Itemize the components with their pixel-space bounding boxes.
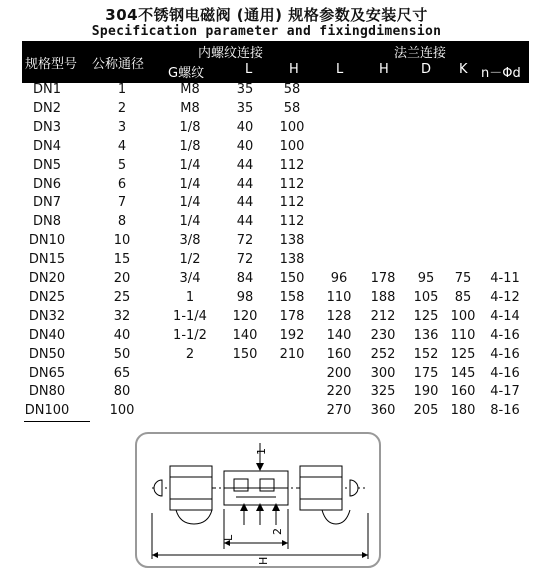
port-label-1: 1 bbox=[255, 448, 268, 455]
cell-g-thread: 2 bbox=[185, 346, 195, 362]
cell-flange-K: 75 bbox=[454, 271, 472, 286]
table-row bbox=[0, 347, 533, 366]
cell-model: DN2 bbox=[32, 100, 62, 116]
cell-flange-L: 200 bbox=[326, 365, 352, 381]
cell-flange-K: 110 bbox=[450, 327, 476, 343]
header-col-flange-K: K bbox=[459, 62, 468, 77]
cell-threaded-L: 72 bbox=[236, 233, 254, 249]
table-row bbox=[0, 101, 533, 120]
cell-flange-holes: 4-16 bbox=[490, 327, 520, 343]
header-flange-group: 法兰连接 bbox=[394, 46, 447, 61]
left-cap bbox=[154, 480, 162, 496]
cell-flange-K: 100 bbox=[450, 308, 476, 324]
right-cap bbox=[350, 480, 358, 496]
cell-nominal: 32 bbox=[113, 308, 131, 324]
cell-threaded-L: 35 bbox=[236, 82, 254, 97]
cell-nominal: 3 bbox=[117, 119, 127, 135]
cell-model: DN65 bbox=[28, 365, 66, 381]
cell-threaded-L: 35 bbox=[236, 100, 254, 116]
cell-nominal: 25 bbox=[113, 289, 131, 305]
cell-threaded-L: 44 bbox=[236, 176, 254, 192]
cell-threaded-H: 112 bbox=[279, 157, 305, 173]
cell-flange-holes: 4-16 bbox=[490, 365, 520, 381]
cell-flange-holes: 4-12 bbox=[490, 289, 520, 305]
cell-g-thread: 1-1/2 bbox=[173, 327, 207, 343]
cell-flange-D: 136 bbox=[413, 327, 439, 343]
cell-model: DN1 bbox=[32, 82, 62, 97]
cell-flange-L: 140 bbox=[326, 327, 352, 343]
cell-flange-K: 85 bbox=[454, 289, 472, 305]
cell-threaded-L: 140 bbox=[232, 327, 258, 343]
cell-flange-holes: 4-11 bbox=[490, 271, 520, 286]
cell-threaded-L: 44 bbox=[236, 195, 254, 211]
cell-model: DN32 bbox=[28, 308, 66, 324]
cell-threaded-L: 120 bbox=[232, 308, 258, 324]
cell-model: DN8 bbox=[32, 214, 62, 230]
cell-flange-K: 145 bbox=[450, 365, 476, 381]
header-col-threaded-H: H bbox=[289, 62, 299, 77]
table-row bbox=[0, 214, 533, 233]
cell-threaded-H: 58 bbox=[283, 100, 301, 116]
dimension-label-L: L bbox=[222, 534, 235, 541]
cell-model: DN50 bbox=[28, 346, 66, 362]
cell-flange-H: 178 bbox=[370, 271, 396, 286]
cell-nominal: 15 bbox=[113, 252, 131, 268]
cell-g-thread: 1/8 bbox=[179, 138, 201, 154]
cell-threaded-H: 138 bbox=[279, 252, 305, 268]
cell-flange-D: 125 bbox=[413, 308, 439, 324]
cell-flange-holes: 4-14 bbox=[490, 308, 520, 324]
cell-g-thread: 1/4 bbox=[179, 214, 201, 230]
cell-flange-H: 300 bbox=[370, 365, 396, 381]
header-col-g-thread: G螺纹 bbox=[168, 66, 205, 81]
cell-nominal: 4 bbox=[117, 138, 127, 154]
cell-nominal: 8 bbox=[117, 214, 127, 230]
table-row bbox=[0, 82, 533, 101]
cell-g-thread: M8 bbox=[180, 100, 200, 116]
cell-threaded-H: 112 bbox=[279, 176, 305, 192]
table-row bbox=[0, 328, 533, 347]
cell-nominal: 7 bbox=[117, 195, 127, 211]
cell-threaded-L: 40 bbox=[236, 138, 254, 154]
cell-nominal: 80 bbox=[113, 384, 131, 400]
port-label-2: 2 bbox=[271, 528, 284, 535]
dimension-label-H: H bbox=[257, 556, 270, 565]
cell-flange-K: 180 bbox=[450, 403, 476, 419]
header-col-flange-L: L bbox=[336, 62, 344, 77]
cell-threaded-L: 44 bbox=[236, 214, 254, 230]
last-row-underline bbox=[24, 421, 90, 422]
cell-g-thread: 1-1/4 bbox=[173, 308, 207, 324]
cell-threaded-H: 210 bbox=[279, 346, 305, 362]
cell-model: DN40 bbox=[28, 327, 66, 343]
cell-threaded-H: 58 bbox=[283, 82, 301, 97]
cell-threaded-H: 100 bbox=[279, 138, 305, 154]
cell-g-thread: M8 bbox=[180, 82, 200, 97]
cell-nominal: 10 bbox=[113, 233, 131, 249]
cell-model: DN15 bbox=[28, 252, 66, 268]
cell-threaded-L: 150 bbox=[232, 346, 258, 362]
table-row bbox=[0, 271, 533, 290]
cell-nominal: 1 bbox=[117, 82, 127, 97]
cell-threaded-H: 158 bbox=[279, 289, 305, 305]
table-row bbox=[0, 233, 533, 252]
header-threaded-group: 内螺纹连接 bbox=[198, 46, 264, 61]
cell-nominal: 100 bbox=[109, 403, 135, 419]
table-row bbox=[0, 366, 533, 385]
cell-flange-L: 128 bbox=[326, 308, 352, 324]
table-row bbox=[0, 177, 533, 196]
left-nut bbox=[170, 466, 212, 510]
cell-g-thread: 1/4 bbox=[179, 157, 201, 173]
page-title: 304不锈钢电磁阀 (通用) 规格参数及安装尺寸 bbox=[105, 6, 428, 24]
cell-nominal: 2 bbox=[117, 100, 127, 116]
valve-dimension-diagram bbox=[124, 425, 530, 572]
cell-threaded-L: 72 bbox=[236, 252, 254, 268]
header-col-flange-holes: n－Φd bbox=[481, 66, 521, 81]
cell-threaded-H: 192 bbox=[279, 327, 305, 343]
cell-flange-holes: 4-17 bbox=[490, 384, 520, 400]
cell-model: DN3 bbox=[32, 119, 62, 135]
cell-model: DN7 bbox=[32, 195, 62, 211]
cell-threaded-H: 138 bbox=[279, 233, 305, 249]
cell-flange-D: 190 bbox=[413, 384, 439, 400]
cell-flange-holes: 4-16 bbox=[490, 346, 520, 362]
table-row bbox=[0, 158, 533, 177]
cell-model: DN6 bbox=[32, 176, 62, 192]
cell-flange-H: 212 bbox=[370, 308, 396, 324]
header-col-flange-H: H bbox=[379, 62, 389, 77]
header-model: 规格型号 bbox=[25, 57, 78, 72]
cell-flange-D: 175 bbox=[413, 365, 439, 381]
cell-g-thread: 3/4 bbox=[179, 271, 201, 286]
cell-threaded-H: 150 bbox=[279, 271, 305, 286]
cell-flange-L: 110 bbox=[326, 289, 352, 305]
cell-flange-D: 152 bbox=[413, 346, 439, 362]
cell-flange-H: 230 bbox=[370, 327, 396, 343]
table-row bbox=[0, 290, 533, 309]
cell-g-thread: 1/2 bbox=[179, 252, 201, 268]
right-nut bbox=[300, 466, 342, 510]
table-row bbox=[0, 120, 533, 139]
cell-model: DN25 bbox=[28, 289, 66, 305]
cell-threaded-L: 40 bbox=[236, 119, 254, 135]
header-nominal: 公称通径 bbox=[92, 57, 145, 72]
cell-nominal: 50 bbox=[113, 346, 131, 362]
cell-threaded-L: 44 bbox=[236, 157, 254, 173]
cell-nominal: 40 bbox=[113, 327, 131, 343]
cell-threaded-L: 84 bbox=[236, 271, 254, 286]
cell-nominal: 65 bbox=[113, 365, 131, 381]
cell-model: DN4 bbox=[32, 138, 62, 154]
cell-flange-L: 270 bbox=[326, 403, 352, 419]
cell-g-thread: 3/8 bbox=[179, 233, 201, 249]
cell-flange-L: 220 bbox=[326, 384, 352, 400]
cell-threaded-H: 100 bbox=[279, 119, 305, 135]
cell-flange-H: 188 bbox=[370, 289, 396, 305]
cell-nominal: 5 bbox=[117, 157, 127, 173]
cell-threaded-L: 98 bbox=[236, 289, 254, 305]
left-leg bbox=[176, 510, 212, 524]
cell-flange-H: 252 bbox=[370, 346, 396, 362]
table-row bbox=[0, 195, 533, 214]
cell-flange-L: 160 bbox=[326, 346, 352, 362]
cell-model: DN20 bbox=[28, 271, 66, 286]
cell-threaded-H: 112 bbox=[279, 214, 305, 230]
table-row bbox=[0, 403, 533, 422]
cell-model: DN10 bbox=[28, 233, 66, 249]
cell-threaded-H: 178 bbox=[279, 308, 305, 324]
cell-flange-K: 160 bbox=[450, 384, 476, 400]
header-col-flange-D: D bbox=[421, 62, 432, 77]
cell-flange-K: 125 bbox=[450, 346, 476, 362]
cell-g-thread: 1/4 bbox=[179, 176, 201, 192]
cell-flange-D: 95 bbox=[417, 271, 435, 286]
cell-flange-H: 325 bbox=[370, 384, 396, 400]
cell-threaded-H: 112 bbox=[279, 195, 305, 211]
cell-g-thread: 1/4 bbox=[179, 195, 201, 211]
cell-flange-D: 205 bbox=[413, 403, 439, 419]
cell-model: DN100 bbox=[24, 403, 70, 419]
page-subtitle: Specification parameter and fixingdimension bbox=[91, 24, 442, 39]
cell-nominal: 20 bbox=[113, 271, 131, 286]
header-col-threaded-L: L bbox=[245, 62, 253, 77]
cell-flange-holes: 8-16 bbox=[490, 403, 520, 419]
cell-flange-H: 360 bbox=[370, 403, 396, 419]
cell-flange-L: 96 bbox=[330, 271, 348, 286]
table-row bbox=[0, 252, 533, 271]
cell-flange-D: 105 bbox=[413, 289, 439, 305]
table-header bbox=[22, 41, 529, 83]
cell-g-thread: 1 bbox=[185, 289, 195, 305]
table-row bbox=[0, 309, 533, 328]
cell-model: DN80 bbox=[28, 384, 66, 400]
cell-nominal: 6 bbox=[117, 176, 127, 192]
cell-model: DN5 bbox=[32, 157, 62, 173]
table-row bbox=[0, 139, 533, 158]
cell-g-thread: 1/8 bbox=[179, 119, 201, 135]
table-row bbox=[0, 384, 533, 403]
right-leg bbox=[322, 510, 350, 524]
installation-drawing bbox=[124, 425, 530, 572]
